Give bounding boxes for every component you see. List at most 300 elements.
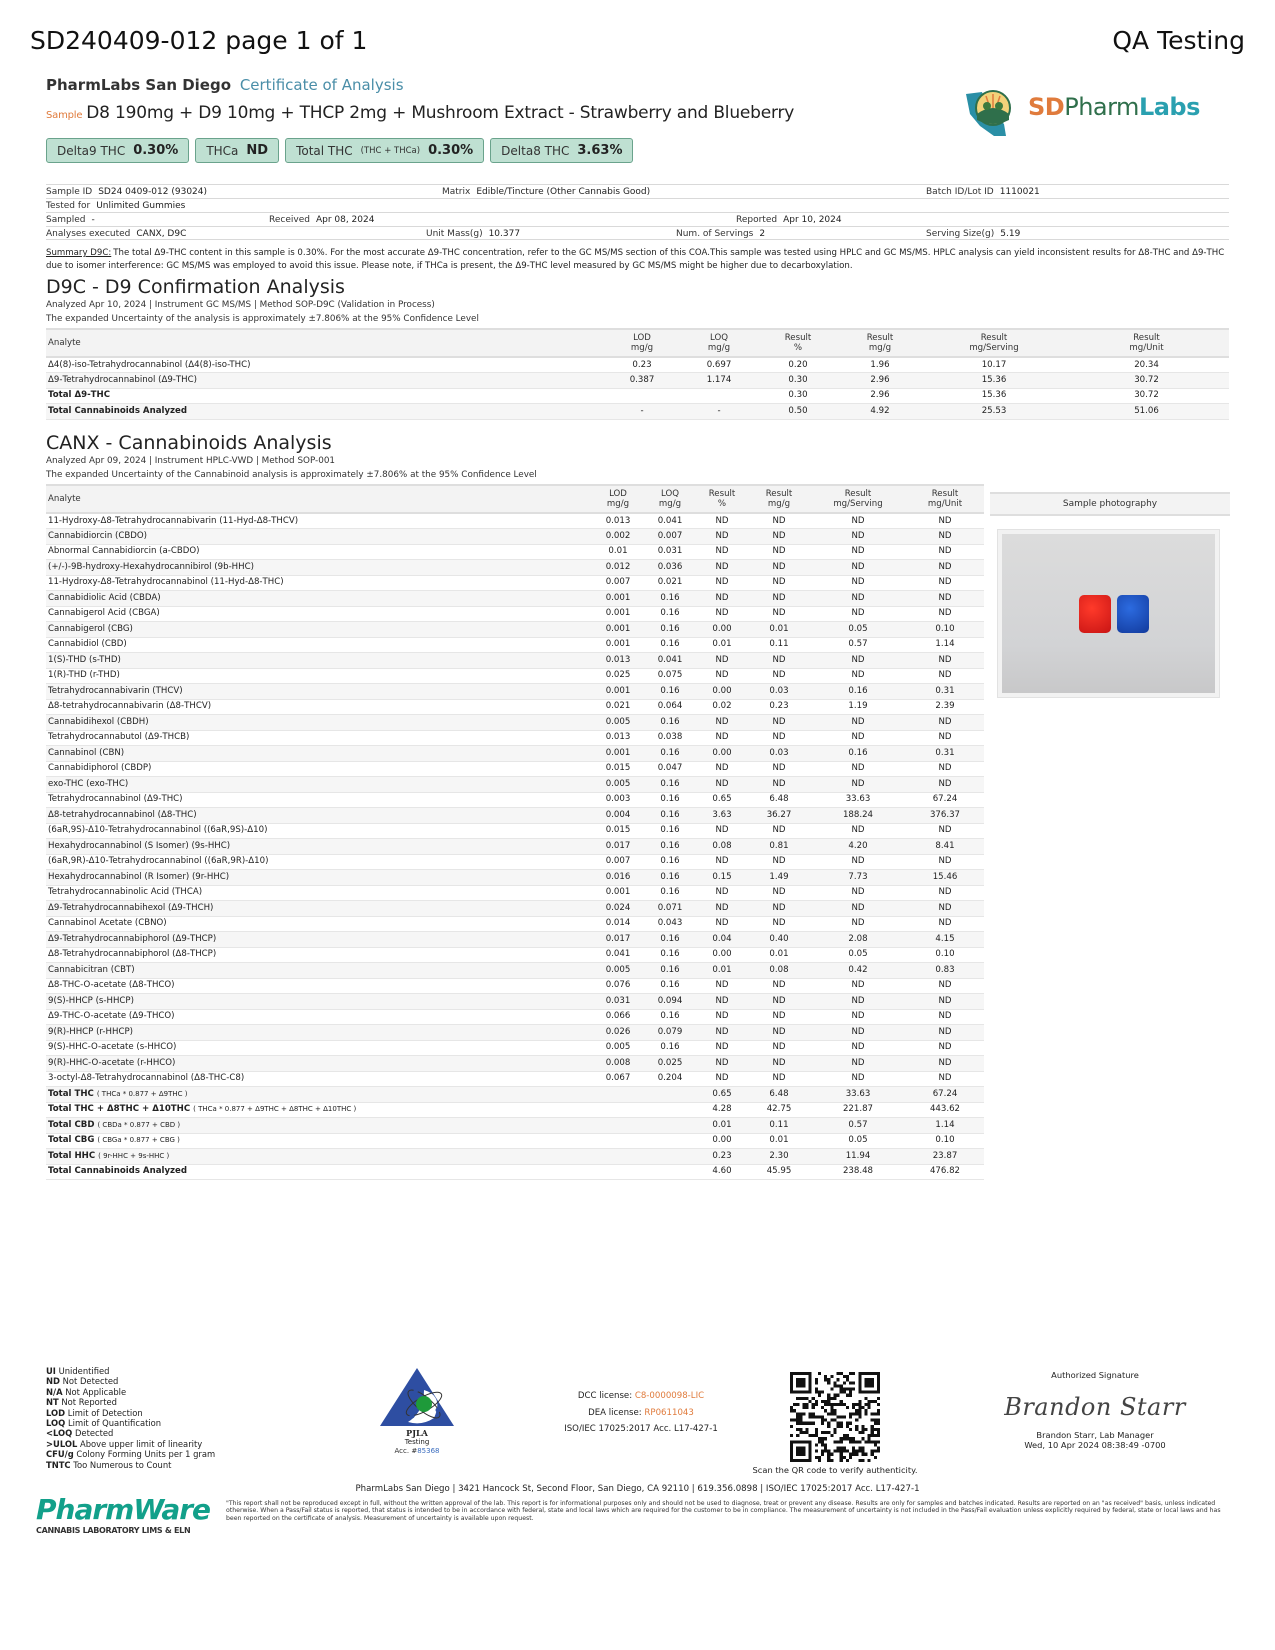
cell-mgu: ND [906,591,984,607]
cell-pct: 0.01 [696,1118,748,1134]
cell-mgu: ND [906,529,984,545]
table-row [46,637,984,653]
cell-loq: 0.16 [644,870,696,886]
cell-pct: 0.50 [760,404,836,420]
analyte-name: Cannabidiolic Acid (CBDA) [46,591,592,607]
cell-mgu: ND [906,730,984,746]
cell-pct: ND [696,901,748,917]
cell-loq: 0.16 [644,808,696,824]
cell-mgs: 0.57 [810,637,906,653]
cell-mgu: ND [906,823,984,839]
california-logo-icon [960,80,1026,140]
legend-item: LOD Limit of Detection [46,1407,143,1418]
canx-title: CANX - Cannabinoids Analysis [46,432,332,454]
analyte-name: 9(S)-HHC-O-acetate (s-HHCO) [46,1040,592,1056]
cell-mgu: 0.10 [906,622,984,638]
cell-pct: ND [696,854,748,870]
cell-lod [592,1087,644,1103]
pjla-logo-icon [378,1366,456,1428]
cell-mgu: 23.87 [906,1149,984,1165]
cell-loq: 0.16 [644,932,696,948]
qr-caption: Scan the QR code to verify authenticity. [752,1465,918,1475]
cell-pct: 0.15 [696,870,748,886]
analyte-name: Δ8-tetrahydrocannabinol (Δ8-THC) [46,808,592,824]
cell-lod: 0.01 [592,544,644,560]
cell-loq: 0.16 [644,885,696,901]
cell-loq: 0.16 [644,792,696,808]
cell-loq: 0.075 [644,668,696,684]
cell-loq: 0.038 [644,730,696,746]
analyte-name: 9(R)-HHCP (r-HHCP) [46,1025,592,1041]
cell-mgu: ND [906,653,984,669]
cell-loq: 0.041 [644,513,696,529]
analyte-name: Tetrahydrocannabinol (Δ9-THC) [46,792,592,808]
cell-loq: 0.16 [644,978,696,994]
cell-lod: 0.003 [592,792,644,808]
analyte-name: Tetrahydrocannabivarin (THCV) [46,684,592,700]
table-row [46,606,984,622]
table-row [46,404,1229,420]
cell-mgu: 4.15 [906,932,984,948]
analyte-name: Hexahydrocannabinol (R Isomer) (9r-HHC) [46,870,592,886]
cell-mgg: ND [748,1040,810,1056]
cell-mgs: 25.53 [924,404,1064,420]
sample-photo-header: Sample photography [990,492,1230,516]
column-header: Result mg/Serving [924,329,1064,357]
cell-loq: 0.16 [644,823,696,839]
cell-pct: ND [696,591,748,607]
cell-pct: 0.04 [696,932,748,948]
cell-loq: 0.16 [644,854,696,870]
cell-loq: 0.16 [644,1009,696,1025]
cell-pct: ND [696,730,748,746]
signature-block [975,1370,1215,1450]
analyte-name: 3-octyl-Δ8-Tetrahydrocannabinol (Δ8-THC-C8) [46,1071,592,1087]
table-row [46,994,984,1010]
cell-mgs: ND [810,668,906,684]
dea-license: RP0611043 [644,1407,694,1418]
cell-lod: 0.013 [592,653,644,669]
analyte-formula: ( 9r-HHC + 9s-HHC ) [98,1151,170,1160]
analyte-name: Cannabinol Acetate (CBNO) [46,916,592,932]
legend-item: N/A Not Applicable [46,1386,127,1397]
cell-lod: 0.001 [592,885,644,901]
footer-address: PharmLabs San Diego | 3421 Hancock St, Second Floor, San Diego, CA 92110 | 619.356.0898 | ISO/IEC 17025:2017 Acc. L17-427-1 [355,1484,920,1494]
cell-lod: 0.015 [592,761,644,777]
cell-mgs: 0.42 [810,963,906,979]
table-row [46,1087,984,1103]
column-header: Analyte [46,329,606,357]
cell-mgs: ND [810,1071,906,1087]
column-header: Result % [760,329,836,357]
cell-mgs: ND [810,901,906,917]
cell-mgs: 0.16 [810,684,906,700]
badge-value: ND [246,143,269,158]
cell-lod: 0.013 [592,730,644,746]
cell-mgu: ND [906,715,984,731]
cell-mgg: ND [748,653,810,669]
pjla-acc: Acc. #85368 [394,1447,440,1455]
badge-label: Total THC [296,143,353,158]
analyte-name: Total Cannabinoids Analyzed [46,1164,592,1180]
meta-row: Sample ID SD24 0409-012 (93024) Matrix Edible/Tincture (Other Cannabis Good) Batch ID/Lot ID 1110021 [46,184,1229,198]
analyte-formula: ( CBGa * 0.877 + CBG ) [97,1136,180,1145]
cell-mgg: ND [748,513,810,529]
cell-mgu: 0.10 [906,947,984,963]
cell-mgu: ND [906,1040,984,1056]
sample-id: SD24 0409-012 (93024) [98,187,208,197]
cell-loq: 0.16 [644,684,696,700]
cell-mgu: ND [906,668,984,684]
cell-mgu: ND [906,513,984,529]
cell-mgu: ND [906,854,984,870]
d9c-analyzed: Analyzed Apr 10, 2024 | Instrument GC MS/MS | Method SOP-D9C (Validation in Process) [46,300,435,310]
cell-lod [592,1102,644,1118]
cell-loq: 0.071 [644,901,696,917]
cell-loq: - [678,404,760,420]
cell-lod: 0.012 [592,560,644,576]
analyte-name: Δ9-Tetrahydrocannabiphorol (Δ9-THCP) [46,932,592,948]
analyte-formula: ( CBDa * 0.877 + CBD ) [97,1120,181,1129]
analyte-name: Cannabigerol (CBG) [46,622,592,638]
cell-mgs: ND [810,1040,906,1056]
cell-loq: 0.007 [644,529,696,545]
sdpharmlabs-logo [960,80,1230,140]
cell-pct: 0.65 [696,792,748,808]
cell-mgg: ND [748,994,810,1010]
cell-lod: 0.007 [592,854,644,870]
table-row [46,746,984,762]
analyte-name: Δ8-THC-O-acetate (Δ8-THCO) [46,978,592,994]
cell-pct: ND [696,653,748,669]
cell-mgu: 30.72 [1064,388,1229,404]
column-header: Result mg/Serving [810,485,906,513]
cell-pct: 0.00 [696,746,748,762]
licenses: DCC license: C8-0000098-LIC DEA license: RP0611043 ISO/IEC 17025:2017 Acc. L17-427-1 [526,1388,756,1438]
cell-mgs: ND [810,513,906,529]
cell-mgg: 0.23 [748,699,810,715]
sample-title [46,102,926,127]
doc-type: Certificate of Analysis [239,76,404,94]
table-header [46,329,1229,357]
table-row [46,1009,984,1025]
cell-pct: 0.00 [696,947,748,963]
cell-mgs: ND [810,653,906,669]
cell-mgs: ND [810,1056,906,1072]
qr-code-icon[interactable] [790,1372,880,1462]
cell-mgg: 36.27 [748,808,810,824]
pjla-accreditation [378,1366,456,1456]
cell-mgs: ND [810,1009,906,1025]
table-row [46,575,984,591]
cell-pct: 0.23 [696,1149,748,1165]
meta-row: Analyses executed CANX, D9C Unit Mass(g) 10.377 Num. of Servings 2 Serving Size(g) 5.19 [46,226,1229,240]
blue-gummy-image [1117,595,1149,633]
table-row [46,916,984,932]
table-row [46,901,984,917]
cell-mgg: 1.49 [748,870,810,886]
cell-pct: ND [696,1025,748,1041]
cell-mgs: 0.05 [810,622,906,638]
analyte-name: Δ9-Tetrahydrocannabinol (Δ9-THC) [46,373,606,389]
cell-lod [592,1118,644,1134]
cell-mgg: 0.01 [748,947,810,963]
unit-mass: 10.377 [488,229,521,239]
cell-lod: 0.076 [592,978,644,994]
analyte-name: Total CBD ( CBDa * 0.877 + CBD ) [46,1118,592,1134]
badge-value: 3.63% [577,143,623,158]
cell-mgu: ND [906,761,984,777]
cell-loq [644,1102,696,1118]
analyte-name: 11-Hydroxy-Δ8-Tetrahydrocannabivarin (11-Hyd-Δ8-THCV) [46,513,592,529]
cell-mgs: 0.57 [810,1118,906,1134]
cell-lod: 0.026 [592,1025,644,1041]
column-header: Result % [696,485,748,513]
reported-date: Apr 10, 2024 [783,215,842,225]
cell-lod: 0.016 [592,870,644,886]
analyses: CANX, D9C [136,229,187,239]
sample-tag: Sample [46,110,83,121]
summary-label: Summary D9C: [46,248,112,258]
cell-loq: 0.16 [644,715,696,731]
legend-item: LOQ Limit of Quantification [46,1418,162,1429]
cell-pct: 4.60 [696,1164,748,1180]
matrix: Edible/Tincture (Other Cannabis Good) [476,187,651,197]
cell-mgu: 0.31 [906,684,984,700]
analyte-name: Δ8-tetrahydrocannabivarin (Δ8-THCV) [46,699,592,715]
cell-lod: 0.017 [592,839,644,855]
cell-mgu: ND [906,777,984,793]
table-row [46,1149,984,1165]
cell-loq: 0.16 [644,1040,696,1056]
cell-pct: 0.02 [696,699,748,715]
cell-mgs: ND [810,1025,906,1041]
cell-mgu: 8.41 [906,839,984,855]
legend-item: <LOQ Detected [46,1428,114,1439]
pharmware-name: PharmWare [36,1493,211,1526]
cell-mgu: 0.83 [906,963,984,979]
cell-pct: ND [696,606,748,622]
cell-mgg: ND [748,560,810,576]
legend-item: UI Unidentified [46,1366,110,1376]
sampled: - [91,215,95,225]
table-row [46,560,984,576]
analyte-name: Cannabidihexol (CBDH) [46,715,592,731]
table-row [46,808,984,824]
cell-loq: 0.16 [644,839,696,855]
cell-lod: 0.387 [606,373,678,389]
cell-mgg: ND [748,606,810,622]
meta-row: Tested for Unlimited Gummies [46,198,1229,212]
legend-item: NT Not Reported [46,1397,117,1408]
lab-name: PharmLabs San Diego [46,76,232,94]
table-row [46,1071,984,1087]
cell-lod: 0.015 [592,823,644,839]
cell-mgs: ND [810,715,906,731]
cell-mgg: ND [748,1056,810,1072]
cell-mgs: ND [810,591,906,607]
client-label: QA Testing [1112,26,1245,55]
cell-pct: ND [696,544,748,560]
cell-loq: 0.031 [644,544,696,560]
analyte-name: exo-THC (exo-THC) [46,777,592,793]
column-header: Result mg/g [836,329,924,357]
cell-lod: 0.024 [592,901,644,917]
analyte-name: Total Cannabinoids Analyzed [46,404,606,420]
signature-label: Authorized Signature [1051,1370,1139,1380]
cell-lod: 0.005 [592,715,644,731]
cell-lod: 0.041 [592,947,644,963]
column-header: LOQ mg/g [644,485,696,513]
cell-mgs: ND [810,994,906,1010]
cell-lod: 0.025 [592,668,644,684]
cell-lod: 0.001 [592,637,644,653]
cell-mgu: ND [906,1071,984,1087]
cell-pct: 0.30 [760,373,836,389]
cell-pct: ND [696,1040,748,1056]
cell-pct: ND [696,761,748,777]
cell-mgu: 1.14 [906,637,984,653]
cell-mgg: ND [748,885,810,901]
iso-accreditation: ISO/IEC 17025:2017 Acc. L17-427-1 [564,1424,718,1434]
cell-mgu: 15.46 [906,870,984,886]
cell-mgu: 51.06 [1064,404,1229,420]
cell-loq: 0.036 [644,560,696,576]
analyte-name: Cannabigerol Acid (CBGA) [46,606,592,622]
cell-mgs: 238.48 [810,1164,906,1180]
cell-pct: ND [696,978,748,994]
cell-mgs: ND [810,529,906,545]
signature-date: Wed, 10 Apr 2024 08:38:49 -0700 [1024,1440,1166,1450]
analyte-name: 9(S)-HHCP (s-HHCP) [46,994,592,1010]
cell-pct: ND [696,529,748,545]
analyte-name: Total THC ( THCa * 0.877 + Δ9THC ) [46,1087,592,1103]
dcc-license: C8-0000098-LIC [634,1391,705,1401]
analyte-name: Tetrahydrocannabinolic Acid (THCA) [46,885,592,901]
table-row [46,823,984,839]
cell-lod [606,388,678,404]
legend-item: CFU/g Colony Forming Units per 1 gram [46,1449,216,1460]
cell-pct: ND [696,1071,748,1087]
cell-mgu: ND [906,1025,984,1041]
analyte-name: Cannabidiol (CBD) [46,637,592,653]
cell-mgs: 4.20 [810,839,906,855]
table-row [46,947,984,963]
cell-mgs: 11.94 [810,1149,906,1165]
table-row [46,1133,984,1149]
column-header: LOQ mg/g [678,329,760,357]
d9c-table [46,328,1229,420]
cell-loq: 0.16 [644,947,696,963]
cell-mgg: ND [748,730,810,746]
table-row [46,1118,984,1134]
cell-lod: 0.004 [592,808,644,824]
cell-mgs: 2.08 [810,932,906,948]
cell-mgg: 45.95 [748,1164,810,1180]
cell-mgg: 2.30 [748,1149,810,1165]
cell-pct: ND [696,715,748,731]
cell-loq [678,388,760,404]
cell-mgu: 67.24 [906,1087,984,1103]
cell-mgg: ND [748,761,810,777]
table-row [46,1164,984,1180]
cell-mgs: ND [810,730,906,746]
canx-table [46,484,984,1180]
cell-pct: 0.65 [696,1087,748,1103]
cell-mgs: ND [810,777,906,793]
table-row [46,1102,984,1118]
badge-delta9 [46,138,189,163]
cell-mgs: ND [810,544,906,560]
cell-pct: ND [696,513,748,529]
cell-pct: 0.01 [696,637,748,653]
table-row [46,357,1229,373]
cell-loq: 0.021 [644,575,696,591]
cell-lod: 0.005 [592,777,644,793]
abbreviation-legend [46,1366,346,1470]
cell-mgs: 33.63 [810,1087,906,1103]
cell-mgg: 0.11 [748,637,810,653]
cell-mgu: ND [906,916,984,932]
cell-mgu: ND [906,901,984,917]
cell-loq: 1.174 [678,373,760,389]
table-row [46,699,984,715]
analyte-name: Δ4(8)-iso-Tetrahydrocannabinol (Δ4(8)-iso-THC) [46,357,606,373]
column-header: Result mg/g [748,485,810,513]
cell-mgg: ND [748,1009,810,1025]
cell-mgu: 0.10 [906,1133,984,1149]
table-row [46,854,984,870]
summary-badges [46,138,633,163]
footer-disclaimer: "This report shall not be reproduced except in full, without the written approval of the lab. This report is for informational purposes only and should not be used to diagnose, treat or prevent any disease. Results are only for samples and batches indicated. Results are reported on an "as received" basis, unless indicated otherwise. When a Pass/Fail status is reported, that status is intended to be in accordance with federal, state and local laws which are required for the customer to be in compliance. The measurement of uncertainty is not included in the Pass/Fail evaluation unless explicitly required by federal, state or local laws and has been reported on the certificate of analysis. Measurement of uncertainty is available upon request. [226,1500,1221,1522]
cell-lod: 0.005 [592,963,644,979]
table-row [46,885,984,901]
cell-loq: 0.697 [678,357,760,373]
cell-pct: ND [696,994,748,1010]
cell-lod: 0.014 [592,916,644,932]
cell-mgs: ND [810,885,906,901]
cell-mgu: ND [906,544,984,560]
analyte-name: Total THC + Δ8THC + Δ10THC ( THCa * 0.877 + Δ9THC + Δ8THC + Δ10THC ) [46,1102,592,1118]
analyte-name: (+/-)-9B-hydroxy-Hexahydrocannibirol (9b-HHC) [46,560,592,576]
column-header: LOD mg/g [592,485,644,513]
report-id: SD240409-012 page 1 of 1 [30,26,368,55]
cell-mgs: 0.05 [810,1133,906,1149]
cell-mgg: 1.96 [836,357,924,373]
cell-lod: 0.001 [592,591,644,607]
analyte-name: 9(R)-HHC-O-acetate (r-HHCO) [46,1056,592,1072]
cell-loq: 0.079 [644,1025,696,1041]
analyte-name: Cannabidiorcin (CBDO) [46,529,592,545]
cell-mgs: 0.16 [810,746,906,762]
table-row [46,1040,984,1056]
cell-pct: 0.00 [696,622,748,638]
legend-item: ND Not Detected [46,1376,119,1387]
cell-pct: ND [696,1056,748,1072]
cell-lod: 0.002 [592,529,644,545]
cell-loq: 0.043 [644,916,696,932]
analyte-name: Cannabidiphorol (CBDP) [46,761,592,777]
cell-pct: 0.08 [696,839,748,855]
cell-mgu: ND [906,994,984,1010]
cell-loq [644,1118,696,1134]
cell-loq: 0.16 [644,622,696,638]
badge-delta8 [490,138,633,163]
badge-value: 0.30% [133,143,179,158]
cell-lod: 0.067 [592,1071,644,1087]
cell-pct: 0.00 [696,1133,748,1149]
legend-item: TNTC Too Numerous to Count [46,1459,172,1470]
